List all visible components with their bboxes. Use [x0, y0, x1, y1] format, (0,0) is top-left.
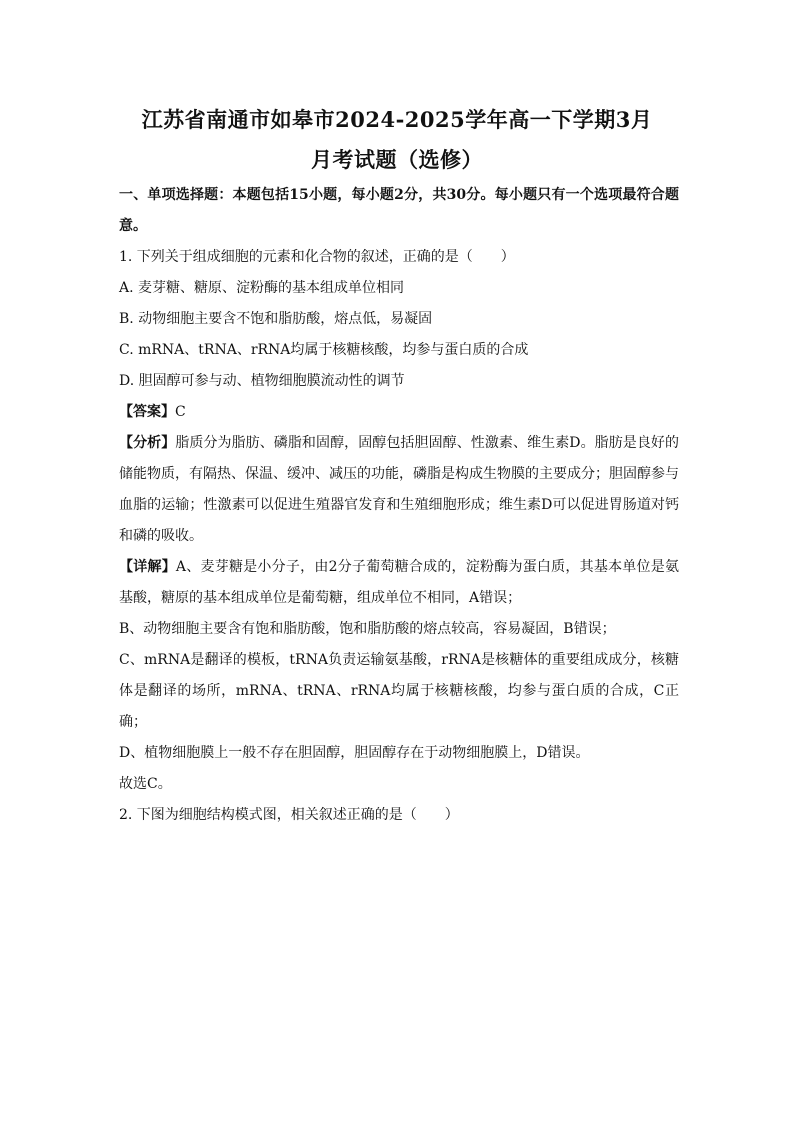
question-1-analysis	[119, 428, 679, 552]
question-1-stem: 1. 下列关于组成细胞的元素和化合物的叙述，正确的是（ ）	[119, 249, 515, 265]
question-1-option-a: A. 麦芽糖、糖原、淀粉酶的基本组成单位相同	[119, 280, 405, 296]
question-1-detail-b: B、动物细胞主要含有饱和脂肪酸，饱和脂肪酸的熔点较高，容易凝固，B错误；	[119, 621, 616, 637]
detail-label: 【详解】	[119, 559, 176, 575]
question-1-option-d: D. 胆固醇可参与动、植物细胞膜流动性的调节	[119, 373, 405, 389]
question-1-detail-c: C、mRNA是翻译的模板，tRNA负责运输氨基酸，rRNA是核糖体的重要组成成分，核糖体是翻译的场所，mRNA、tRNA、rRNA均属于核糖核酸，均参与蛋白质的合成，C正确；	[119, 652, 679, 730]
document-title-line-1: 江苏省南通市如皋市2024-2025学年高一下学期3月	[141, 107, 653, 132]
section-heading: 一、单项选择题：本题包括15小题，每小题2分，共30分。每小题只有一个选项最符合题意。	[119, 187, 679, 234]
detail-a-text: A、麦芽糖是小分子，由2分子葡萄糖合成的，淀粉酶为蛋白质，其基本单位是氨基酸，糖原的基本组成单位是葡萄糖，组成单位不相同，A错误；	[119, 559, 680, 606]
analysis-label: 【分析】	[119, 435, 176, 451]
question-1-option-b: B. 动物细胞主要含不饱和脂肪酸，熔点低，易凝固	[119, 311, 433, 327]
answer-value: C	[175, 404, 186, 420]
question-1-conclusion: 故选C。	[119, 776, 172, 792]
question-2-stem: 2. 下图为细胞结构模式图，相关叙述正确的是（ ）	[119, 807, 459, 823]
question-1-detail-d: D、植物细胞膜上一般不存在胆固醇，胆固醇存在于动物细胞膜上，D错误。	[119, 745, 590, 761]
question-1-answer	[119, 397, 679, 428]
document-title-line-2: 月考试题（选修）	[311, 147, 483, 172]
question-1-detail-a	[119, 552, 679, 614]
question-1-option-c: C. mRNA、tRNA、rRNA均属于核糖核酸，均参与蛋白质的合成	[119, 342, 529, 358]
analysis-text: 脂质分为脂肪、磷脂和固醇，固醇包括胆固醇、性激素、维生素D。脂肪是良好的储能物质，有隔热、保温、缓冲、减压的功能，磷脂是构成生物膜的主要成分；胆固醇参与血脂的运输；性激素可以促进生殖器官发育和生殖细胞形成；维生素D可以促进胃肠道对钙和磷的吸收。	[119, 435, 680, 544]
answer-label: 【答案】	[119, 404, 175, 420]
